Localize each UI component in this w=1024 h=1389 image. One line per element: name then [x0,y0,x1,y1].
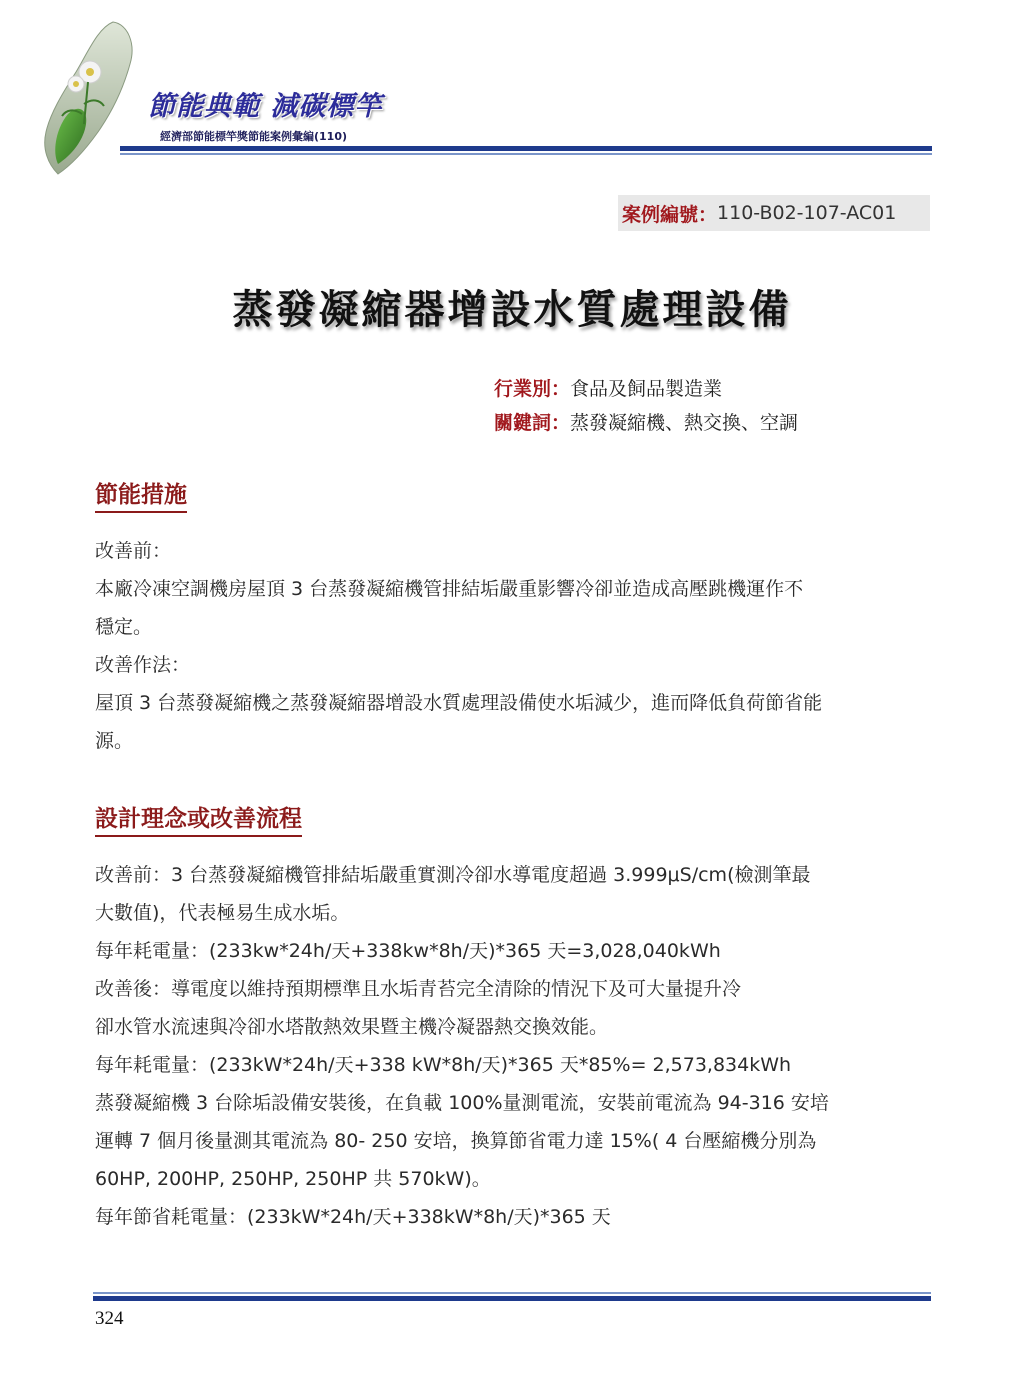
header-divider-thin [120,153,932,155]
header-subtitle: 經濟部節能標竿獎節能案例彙編(110) [160,130,348,143]
paragraph-line: 每年耗電量：(233kW*24h/天+338 kW*8h/天)*365 天*85%= 2,573,834kWh [95,1054,792,1076]
paragraph-line: 60HP, 200HP, 250HP, 250HP 共 570kW)。 [95,1168,491,1190]
keywords-row [494,408,798,435]
footer-divider-thin [93,1292,931,1294]
paragraph-line: 改善前：3 台蒸發凝縮機管排結垢嚴重實測冷卻水導電度超過 3.999μS/cm(檢測筆最 [95,864,811,886]
paragraph-line: 改善作法： [95,654,191,676]
paragraph-line: 改善前： [95,540,172,562]
paragraph-line: 卻水管水流速與冷卻水塔散熱效果暨主機冷凝器熱交換效能。 [95,1016,609,1038]
case-number-label: 案例編號： [622,203,718,226]
keywords-value: 蒸發凝縮機、熱交換、空調 [570,412,799,434]
taiwan-logo-icon [18,14,148,184]
case-number-box [618,195,930,231]
section-body-measures [95,532,935,760]
paragraph-line: 每年耗電量：(233kw*24h/天+338kw*8h/天)*365 天=3,028,040kWh [95,940,721,962]
section-body-design [95,856,935,1236]
paragraph-line: 蒸發凝縮機 3 台除垢設備安裝後，在負載 100%量測電流，安裝前電流為 94-316 安培 [95,1092,829,1114]
page-number: 324 [95,1308,124,1329]
case-number-value: 110-B02-107-AC01 [717,202,897,224]
paragraph-line: 每年節省耗電量：(233kW*24h/天+338kW*8h/天)*365 天 [95,1206,611,1228]
keywords-label: 關鍵詞： [494,412,571,434]
paragraph-line: 改善後：導電度以維持預期標準且水垢青苔完全清除的情況下及可大量提升冷 [95,978,742,1000]
paragraph-line: 運轉 7 個月後量測其電流為 80- 250 安培，換算節省電力達 15%( 4 台壓縮機分別為 [95,1130,817,1152]
paragraph-line: 屋頂 3 台蒸發凝縮機之蒸發凝縮器增設水質處理設備使水垢減少，進而降低負荷節省能 [95,692,823,714]
footer-divider [93,1296,931,1301]
paragraph-line: 本廠冷凍空調機房屋頂 3 台蒸發凝縮機管排結垢嚴重影響冷卻並造成高壓跳機運作不 [95,578,804,600]
section-heading-measures: 節能措施 [95,476,187,513]
header-title: 節能典範 減碳標竿 [148,91,383,122]
header-divider [120,146,932,151]
page-title: 蒸發凝縮器增設水質處理設備 [232,287,792,333]
paragraph-line: 源。 [95,730,134,752]
section-heading-design: 設計理念或改善流程 [95,800,302,837]
industry-row [494,374,722,401]
paragraph-line: 大數值)，代表極易生成水垢。 [95,902,350,924]
industry-value: 食品及飼品製造業 [570,378,723,400]
paragraph-line: 穩定。 [95,616,153,638]
industry-label: 行業別： [494,378,571,400]
